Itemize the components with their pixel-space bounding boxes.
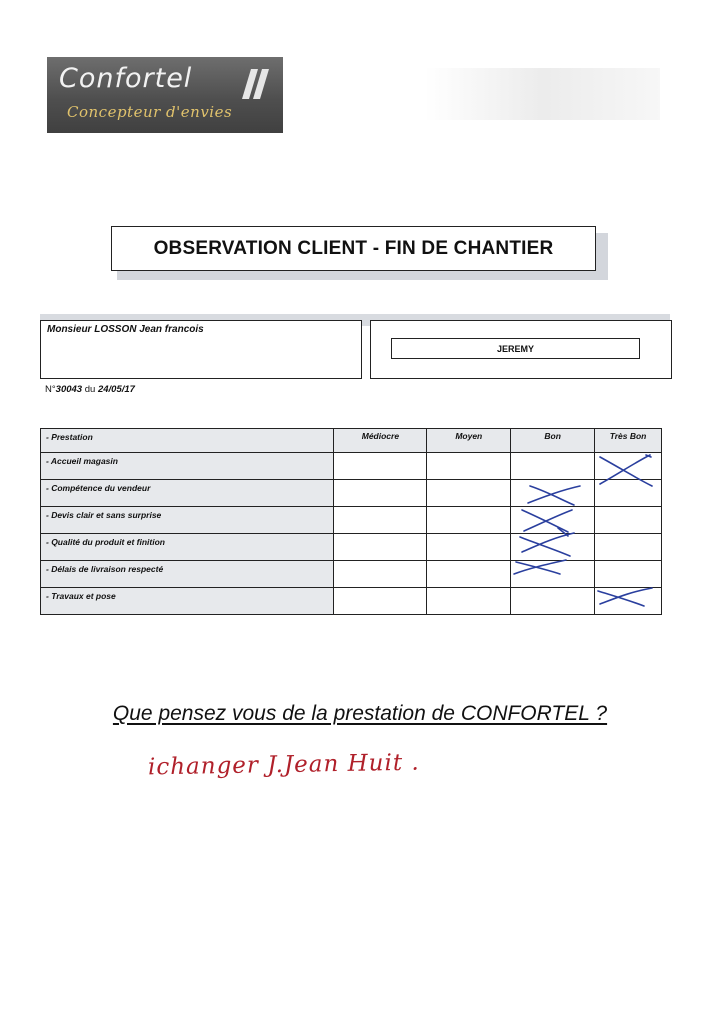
cell-tres-bon[interactable] xyxy=(595,453,662,480)
client-name: Monsieur LOSSON Jean francois xyxy=(47,324,204,335)
technician-name: JEREMY xyxy=(391,338,640,359)
table-row xyxy=(41,534,662,561)
cell-mediocre[interactable] xyxy=(334,507,427,534)
client-box xyxy=(40,320,362,379)
title-box xyxy=(111,226,596,271)
table-row xyxy=(41,561,662,588)
cell-bon[interactable] xyxy=(511,561,595,588)
order-du: du xyxy=(84,384,96,395)
cell-tres-bon[interactable] xyxy=(595,480,662,507)
row-label: - Travaux et pose xyxy=(41,588,334,615)
header-moyen: Moyen xyxy=(427,429,511,453)
order-prefix: N° xyxy=(45,384,56,395)
order-number: 30043 xyxy=(55,384,83,395)
cell-tres-bon[interactable] xyxy=(595,507,662,534)
cell-moyen[interactable] xyxy=(427,480,511,507)
cell-moyen[interactable] xyxy=(427,561,511,588)
cell-bon[interactable] xyxy=(511,480,595,507)
handwritten-answer: ichanger J.Jean Huit . xyxy=(147,749,420,781)
header-bon: Bon xyxy=(511,429,595,453)
row-label: - Devis clair et sans surprise xyxy=(41,507,334,534)
cell-mediocre[interactable] xyxy=(334,588,427,615)
company-logo xyxy=(47,57,283,133)
table-header-row xyxy=(41,429,662,453)
cell-tres-bon[interactable] xyxy=(595,534,662,561)
logo-brand: Confortel xyxy=(59,63,193,94)
cell-tres-bon[interactable] xyxy=(595,561,662,588)
logo-tagline: Concepteur d'envies xyxy=(67,103,233,121)
cell-mediocre[interactable] xyxy=(334,480,427,507)
technician-box xyxy=(370,320,672,379)
cell-tres-bon[interactable] xyxy=(595,588,662,615)
cell-bon[interactable] xyxy=(511,588,595,615)
cell-bon[interactable] xyxy=(511,453,595,480)
cell-mediocre[interactable] xyxy=(334,561,427,588)
row-label: - Qualité du produit et finition xyxy=(41,534,334,561)
cell-moyen[interactable] xyxy=(427,588,511,615)
table-row xyxy=(41,453,662,480)
rating-table xyxy=(40,428,662,615)
header-tres-bon: Très Bon xyxy=(595,429,662,453)
order-date: 24/05/17 xyxy=(97,384,135,395)
table-row xyxy=(41,480,662,507)
bleed-through xyxy=(425,68,660,120)
cell-moyen[interactable] xyxy=(427,507,511,534)
cell-mediocre[interactable] xyxy=(334,534,427,561)
order-reference xyxy=(45,384,135,395)
row-label: - Accueil magasin xyxy=(41,453,334,480)
header-prestation: - Prestation xyxy=(41,429,334,453)
page-title: OBSERVATION CLIENT - FIN DE CHANTIER xyxy=(153,237,554,259)
cell-moyen[interactable] xyxy=(427,453,511,480)
row-label: - Délais de livraison respecté xyxy=(41,561,334,588)
cell-bon[interactable] xyxy=(511,534,595,561)
cell-mediocre[interactable] xyxy=(334,453,427,480)
cell-moyen[interactable] xyxy=(427,534,511,561)
header-mediocre: Médiocre xyxy=(334,429,427,453)
table-row xyxy=(41,588,662,615)
row-label: - Compétence du vendeur xyxy=(41,480,334,507)
question-text: Que pensez vous de la prestation de CONFORTEL ? xyxy=(112,702,608,725)
logo-slash-icon xyxy=(241,67,273,101)
cell-bon[interactable] xyxy=(511,507,595,534)
table-row xyxy=(41,507,662,534)
